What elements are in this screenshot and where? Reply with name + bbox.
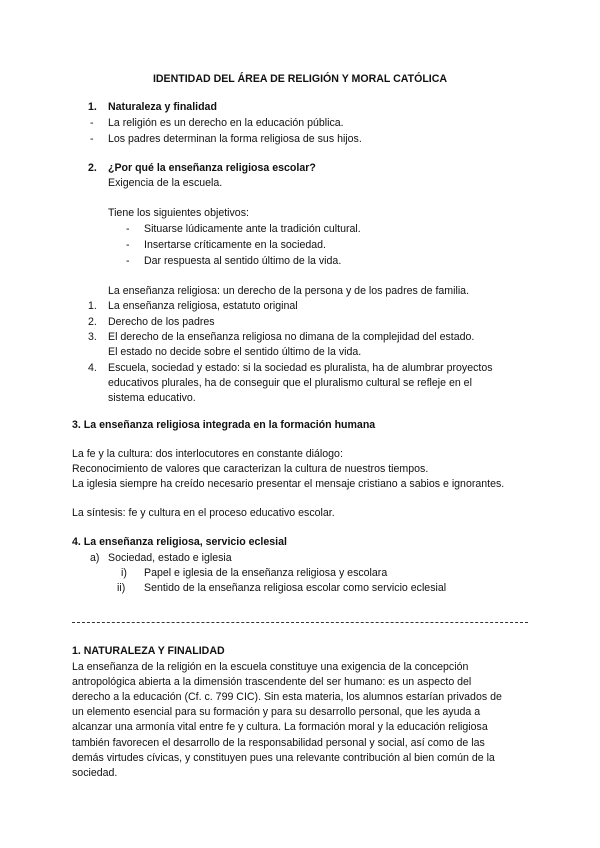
list-item: La enseñanza religiosa, estatuto original (108, 300, 298, 312)
dash-bullet: - (126, 255, 130, 267)
document-title: IDENTIDAD DEL ÁREA DE RELIGIÓN Y MORAL CATÓLICA (152, 73, 448, 85)
list-letter: a) (90, 552, 100, 564)
section-1-heading: Naturaleza y finalidad (108, 101, 217, 113)
list-item: Sociedad, estado e iglesia (108, 552, 232, 564)
paragraph-line: también favorecen el desarrollo de la responsabilidad personal y social, así como de las (72, 737, 485, 749)
paragraph-line: La iglesia siempre ha creído necesario presentar el mensaje cristiano a sabios e ignorantes. (72, 478, 505, 490)
paragraph-line: antropológica abierta a la dimensión trascendente del ser humano: es un aspecto del (72, 676, 472, 688)
list-roman: ii) (117, 582, 126, 594)
section-2-heading: ¿Por qué la enseñanza religiosa escolar? (108, 162, 316, 174)
list-item: Derecho de los padres (108, 316, 215, 328)
list-item: Los padres determinan la forma religiosa de sus hijos. (108, 133, 362, 145)
list-item: La religión es un derecho en la educación pública. (108, 117, 344, 129)
list-item: Situarse lúdicamente ante la tradición cultural. (144, 223, 361, 235)
list-item-continuation: educativos plurales, ha de conseguir que el pluralismo cultural se refleje en el (108, 377, 472, 389)
dashed-separator (72, 622, 528, 623)
list-item: Sentido de la enseñanza religiosa escolar como servicio eclesial (144, 582, 447, 594)
section-4-heading: 4. La enseñanza religiosa, servicio eclesial (72, 536, 287, 548)
section-3-heading: 3. La enseñanza religiosa integrada en la formación humana (72, 419, 376, 431)
objectives-intro: Tiene los siguientes objetivos: (108, 207, 249, 219)
paragraph-line: La enseñanza de la religión en la escuela constituye una exigencia de la concepción (72, 661, 469, 673)
section-2-number: 2. (88, 162, 97, 174)
list-roman: i) (121, 567, 127, 579)
paragraph-line: sociedad. (72, 767, 118, 779)
synthesis-line: La síntesis: fe y cultura en el proceso educativo escolar. (72, 507, 335, 519)
dash-bullet: - (126, 239, 130, 251)
list-number: 2. (88, 316, 97, 328)
list-item-continuation: El estado no decide sobre el sentido último de la vida. (108, 346, 362, 358)
list-item: El derecho de la enseñanza religiosa no dimana de la complejidad del estado. (108, 331, 475, 343)
list-item-continuation: sistema educativo. (108, 392, 196, 404)
dash-bullet: - (90, 117, 94, 129)
paragraph-line: Reconocimiento de valores que caracterizan la cultura de nuestros tiempos. (72, 463, 429, 475)
list-item: Escuela, sociedad y estado: si la sociedad es pluralista, ha de alumbrar proyectos (108, 362, 493, 374)
dash-bullet: - (126, 223, 130, 235)
paragraph-line: La fe y la cultura: dos interlocutores en constante diálogo: (72, 448, 343, 460)
paragraph-line: un elemento esencial para su formación y para su desarrollo personal, que les ayuda a (72, 706, 481, 718)
rights-intro: La enseñanza religiosa: un derecho de la persona y de los padres de familia. (108, 285, 470, 297)
dash-bullet: - (90, 133, 94, 145)
list-item: Insertarse críticamente en la sociedad. (144, 239, 326, 251)
list-number: 3. (88, 331, 97, 343)
section-5-heading: 1. NATURALEZA Y FINALIDAD (72, 645, 225, 657)
section-1-number: 1. (88, 101, 97, 113)
paragraph-line: demás virtudes cívicas, y constituyen pues una relevante contribución al bien común de la (72, 752, 495, 764)
section-2-subtitle: Exigencia de la escuela. (108, 177, 223, 189)
list-item: Papel e iglesia de la enseñanza religiosa y escolara (144, 567, 388, 579)
list-number: 4. (88, 362, 97, 374)
paragraph-line: alcanzar una armonía vital entre fe y cultura. La formación moral y la educación religiosa (72, 721, 488, 733)
list-number: 1. (88, 300, 97, 312)
list-item: Dar respuesta al sentido último de la vida. (144, 255, 342, 267)
paragraph-line: derecho a la educación (Cf. c. 799 CIC). Sin esta materia, los alumnos estarían privados de (72, 691, 502, 703)
